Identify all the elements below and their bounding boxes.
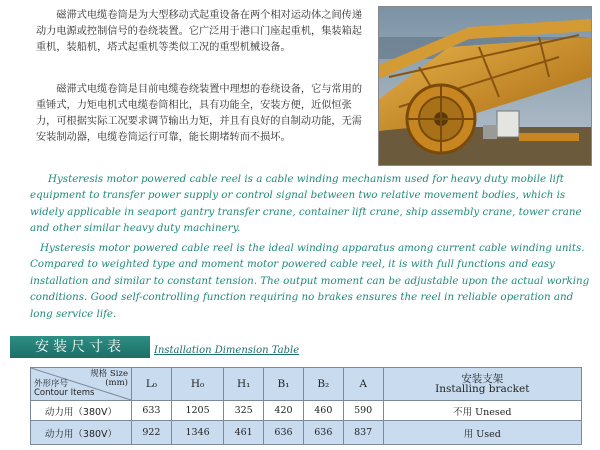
cell-h0: 1346 <box>171 421 223 445</box>
cable-reel-photo <box>378 6 592 166</box>
intro-en-paragraph-1: Hysteresis motor powered cable reel is a cable winding mechanism used for heavy duty mobile lift equipment to transfer power supply or control signal between two relative movement bodies, which is widely applicable in seaport gantry transfer crane, container lift crane, ship assembly crane, tower crane and other similar heavy duty machinery. <box>30 173 582 235</box>
corner-size-label <box>90 370 128 388</box>
cell-a: 590 <box>343 401 383 421</box>
cell-a: 837 <box>343 421 383 445</box>
corner-contour-cn: 外形序号 <box>34 379 69 389</box>
header-b2: B₂ <box>303 368 343 401</box>
header-bracket-cn: 安装支架 <box>461 373 504 385</box>
cell-b1: 636 <box>264 421 304 445</box>
header-bracket-en: Installing bracket <box>435 383 530 395</box>
header-bracket <box>383 368 581 401</box>
header-a: A <box>343 368 383 401</box>
corner-contour-en: Contour Items <box>34 388 95 398</box>
installation-dimension-table <box>30 367 582 445</box>
cell-bracket: 用 Used <box>383 421 581 445</box>
cell-b1: 420 <box>264 401 304 421</box>
table-row <box>31 421 582 445</box>
corner-unit-text: (mm) <box>105 378 128 388</box>
cell-h1: 461 <box>224 421 264 445</box>
intro-en-paragraph-2: Hysteresis motor powered cable reel is the ideal winding apparatus among current cable winding units. Compared to weighted type and moment motor powered cable reel, it is with full functions and easy installation and similar to constant tension. The output moment can be adjustable upon the actual working conditions. Good self-controlling function requiring no brakes ensures the reel in reliable operation and long service life. <box>30 242 590 320</box>
section-title-en: Installation Dimension Table <box>154 345 300 356</box>
header-h0: H₀ <box>171 368 223 401</box>
header-b1: B₁ <box>264 368 304 401</box>
cell-bracket: 不用 Unesed <box>383 401 581 421</box>
header-h1: H₁ <box>224 368 264 401</box>
cell-b2: 460 <box>303 401 343 421</box>
intro-cn-paragraph-1: 磁滞式电缆卷筒是为大型移动式起重设备在两个相对运动体之间传递动力电源或控制信号的卷绕装置。它广泛用于港口门座起重机，集装箱起重机，装船机，塔式起重机等类似工况的重型机械设备。 <box>36 10 363 53</box>
cell-l0: 922 <box>132 421 172 445</box>
intro-cn-paragraph-2: 磁滞式电缆卷筒是目前电缆卷绕装置中理想的卷绕设备，它与常用的重锤式，力矩电机式电缆卷筒相比，具有功能全，安装方便，近似恒张力，可根据实际工况要求调节输出力矩，并且有良好的自制动功能，无需安装制动器，电缆卷筒运行可靠，能长期堵转而不损坏。 <box>36 84 363 143</box>
row-label: 动力用（380V） <box>31 421 132 445</box>
corner-size-text: 规格 Size <box>90 369 128 379</box>
row-label: 动力用（380V） <box>31 401 132 421</box>
cell-l0: 633 <box>132 401 172 421</box>
cell-h0: 1205 <box>171 401 223 421</box>
header-l0: L₀ <box>132 368 172 401</box>
table-header-row <box>31 368 582 401</box>
cell-b2: 636 <box>303 421 343 445</box>
table-corner-cell <box>31 368 132 401</box>
corner-contour-label <box>34 380 94 398</box>
table-row <box>31 401 582 421</box>
section-banner: 安装尺寸表 <box>10 336 150 358</box>
cell-h1: 325 <box>224 401 264 421</box>
